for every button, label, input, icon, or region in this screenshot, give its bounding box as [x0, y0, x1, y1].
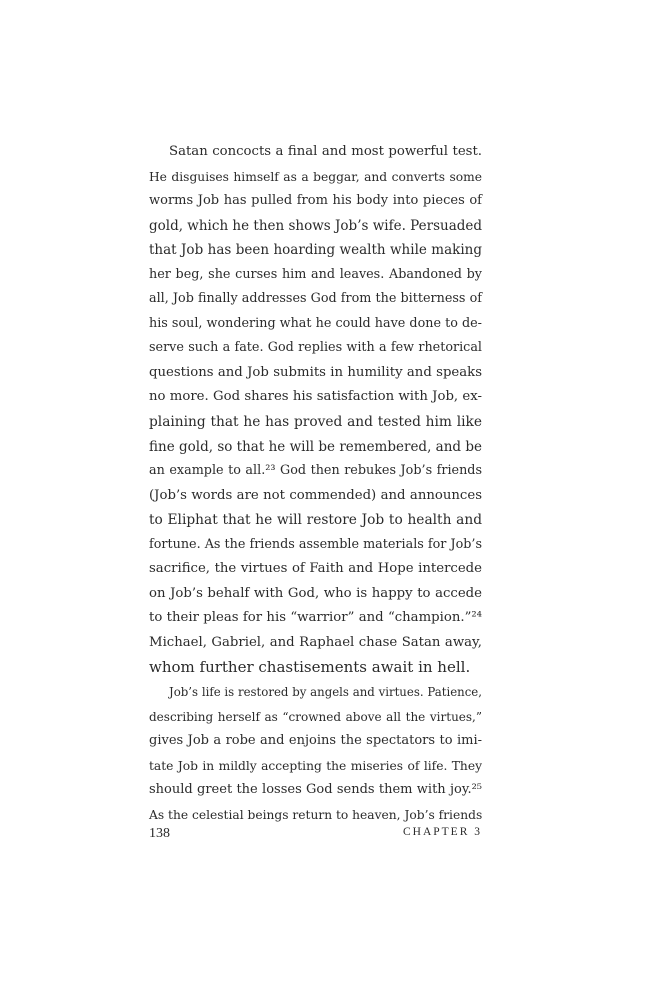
text-line: fine gold, so that he will be remembered, and be: [149, 438, 482, 455]
text-line: sacrifice, the virtues of Faith and Hope intercede: [149, 561, 482, 577]
text-line: plaining that he has proved and tested him like: [149, 414, 482, 431]
text-line: no more. God shares his satisfaction with Job, ex-: [149, 389, 482, 405]
text-line: worms Job has pulled from his body into pieces of: [149, 193, 482, 209]
text-line: his soul, wondering what he could have done to de-: [149, 315, 482, 331]
text-line: should greet the losses God sends them with joy.²⁵: [149, 782, 482, 798]
text-line: to their pleas for his “warrior” and “champion.”²⁴: [149, 610, 482, 626]
text-line: an example to all.²³ God then rebukes Job’s friends: [149, 463, 482, 479]
text-line: (Job’s words are not commended) and announces: [149, 487, 482, 503]
text-line: gives Job a robe and enjoins the spectators to imi-: [149, 733, 482, 749]
text-line: tate Job in mildly accepting the miseries of life. They: [149, 758, 482, 773]
text-line: questions and Job submits in humility and speaks: [149, 364, 482, 380]
page-footer: [149, 826, 482, 846]
text-line: that Job has been hoarding wealth while making: [149, 242, 482, 259]
text-line: all, Job finally addresses God from the bitterness of: [149, 291, 482, 307]
text-line: Satan concocts a final and most powerful test.: [169, 144, 482, 159]
text-line: serve such a fate. God replies with a few rhetorical: [149, 340, 482, 356]
text-line: whom further chastisements await in hell.: [149, 658, 471, 677]
running-head: CHAPTER 3: [402, 826, 482, 838]
text-line: to Eliphat that he will restore Job to health and: [149, 512, 482, 529]
text-line: on Job’s behalf with God, who is happy to accede: [149, 585, 482, 601]
text-line: Job’s life is restored by angels and virtues. Patience,: [169, 685, 482, 700]
text-line: As the celestial beings return to heaven, Job’s friends: [149, 807, 483, 822]
text-line: He disguises himself as a beggar, and converts some: [149, 169, 482, 184]
body-text: [149, 140, 482, 827]
text-line: fortune. As the friends assemble materials for Job’s: [149, 536, 482, 552]
text-line: describing herself as “crowned above all the virtues,”: [149, 709, 482, 724]
text-line: her beg, she curses him and leaves. Abandoned by: [149, 266, 482, 282]
text-line: gold, which he then shows Job’s wife. Persuaded: [149, 217, 483, 234]
text-line: Michael, Gabriel, and Raphael chase Satan away,: [149, 634, 482, 650]
page-number: 138: [149, 826, 170, 841]
